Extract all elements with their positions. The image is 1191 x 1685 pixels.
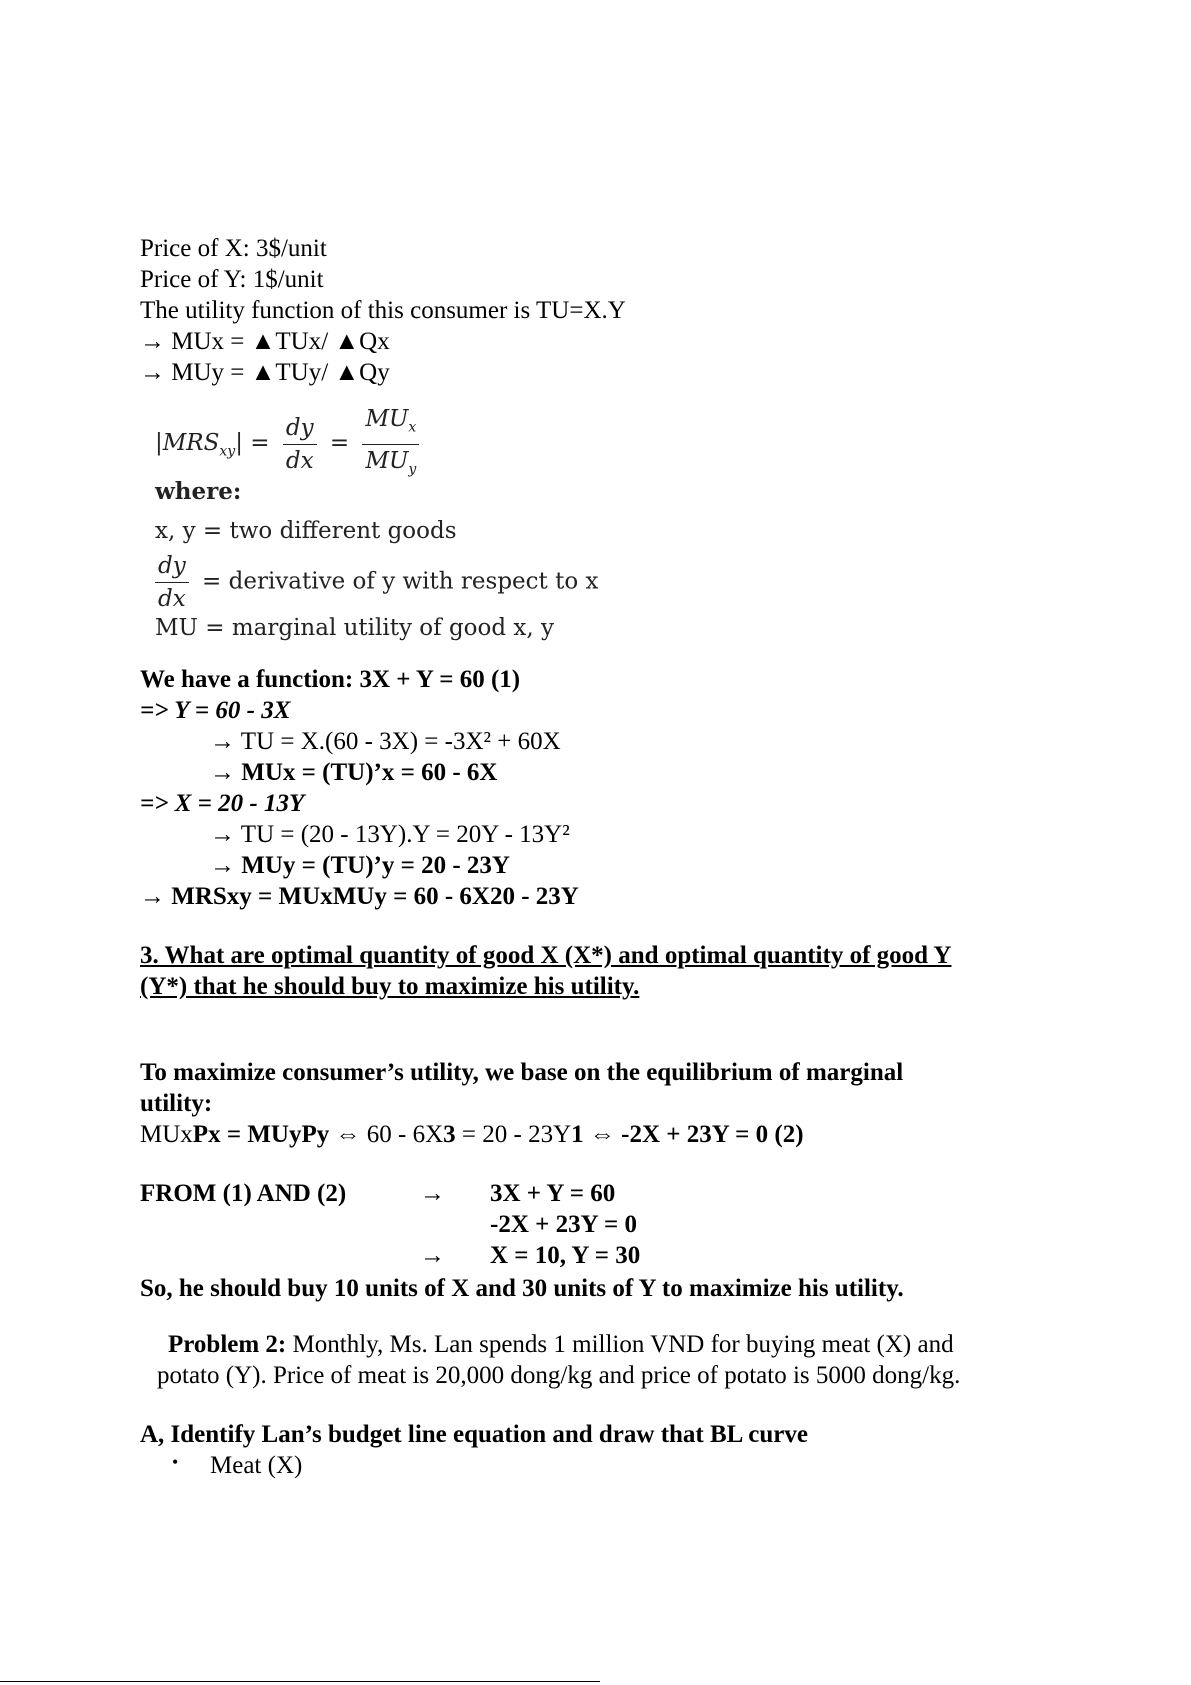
answer-intro-1: To maximize consumer’s utility, we base on the equilibrium of marginal <box>140 1059 904 1086</box>
equilibrium-equation: MUxPx = MUyPy ⇔ 60 - 6X3 = 20 - 23Y1 ⇔ -2X + 23Y = 0 (2) <box>140 1121 804 1148</box>
where-label: where: <box>155 478 242 505</box>
utility-function-line: The utility function of this consumer is TU=X.Y <box>140 297 626 324</box>
from-label: FROM (1) AND (2) <box>140 1180 347 1207</box>
answer-intro-2: utility: <box>140 1090 213 1117</box>
problem-2-line-2: potato (Y). Price of meat is 20,000 dong/kg and price of potato is 5000 dong/kg. <box>157 1362 961 1389</box>
mrs-formula: $|MRS_{xy}|$ = $\frac{dy}{dx}$ = $\frac{MU_x}{MU_y}$ <box>155 405 425 483</box>
muy-definition: → MUy = ▲TUy/ ▲Qy <box>140 359 390 386</box>
mrs-expression: → MRSxy = MUxMUy = 60 - 6X20 - 23Y <box>140 883 579 910</box>
system-eq-1: 3X + Y = 60 <box>490 1180 616 1207</box>
arrow-1: → <box>420 1180 445 1207</box>
definition-mu: MU = marginal utility of good x, y <box>155 615 554 641</box>
solution: X = 10, Y = 30 <box>490 1242 641 1269</box>
dy-dx-fraction: $\frac{dy}{dx}$ <box>283 414 317 475</box>
x-expression: => X = 20 - 13Y <box>140 790 305 817</box>
arrow-2: → <box>420 1242 445 1269</box>
conclusion: So, he should buy 10 units of X and 30 units of Y to maximize his utility. <box>140 1275 904 1302</box>
tu-y-expression: → TU = (20 - 13Y).Y = 20Y - 13Y² <box>210 821 570 848</box>
budget-function: We have a function: 3X + Y = 60 (1) <box>140 666 521 693</box>
mux-derivative: → MUx = (TU)’x = 60 - 6X <box>210 759 498 786</box>
mux-definition: → MUx = ▲TUx/ ▲Qx <box>140 328 390 355</box>
system-eq-2: -2X + 23Y = 0 <box>490 1211 637 1238</box>
price-x-line: Price of X: 3$/unit <box>140 235 327 262</box>
price-y-line: Price of Y: 1$/unit <box>140 266 324 293</box>
mrs-lhs: $|MRS_{xy}|$ = <box>155 430 270 460</box>
definition-derivative: $\frac{dy}{dx}$ = derivative of y with respect to x <box>155 552 598 613</box>
definition-xy: x, y = two different goods <box>155 518 457 544</box>
muy-derivative: → MUy = (TU)’y = 20 - 23Y <box>210 852 510 879</box>
tu-x-expression: → TU = X.(60 - 3X) = -3X² + 60X <box>210 728 561 755</box>
question-3-line-2: (Y*) that he should buy to maximize his utility. <box>140 973 640 1000</box>
mu-ratio-fraction: $\frac{MU_x}{MU_y}$ <box>362 405 419 483</box>
question-3-line-1: 3. What are optimal quantity of good X (X*) and optimal quantity of good Y <box>140 942 952 969</box>
page-bottom-rule <box>0 1681 600 1682</box>
problem-2-line-1: Problem 2: Monthly, Ms. Lan spends 1 million VND for buying meat (X) and <box>168 1331 954 1358</box>
part-a-heading: A, Identify Lan’s budget line equation and draw that BL curve <box>140 1421 808 1448</box>
bullet-icon: • <box>172 1452 179 1472</box>
y-expression: => Y = 60 - 3X <box>140 697 291 724</box>
bullet-meat: Meat (X) <box>210 1452 303 1479</box>
